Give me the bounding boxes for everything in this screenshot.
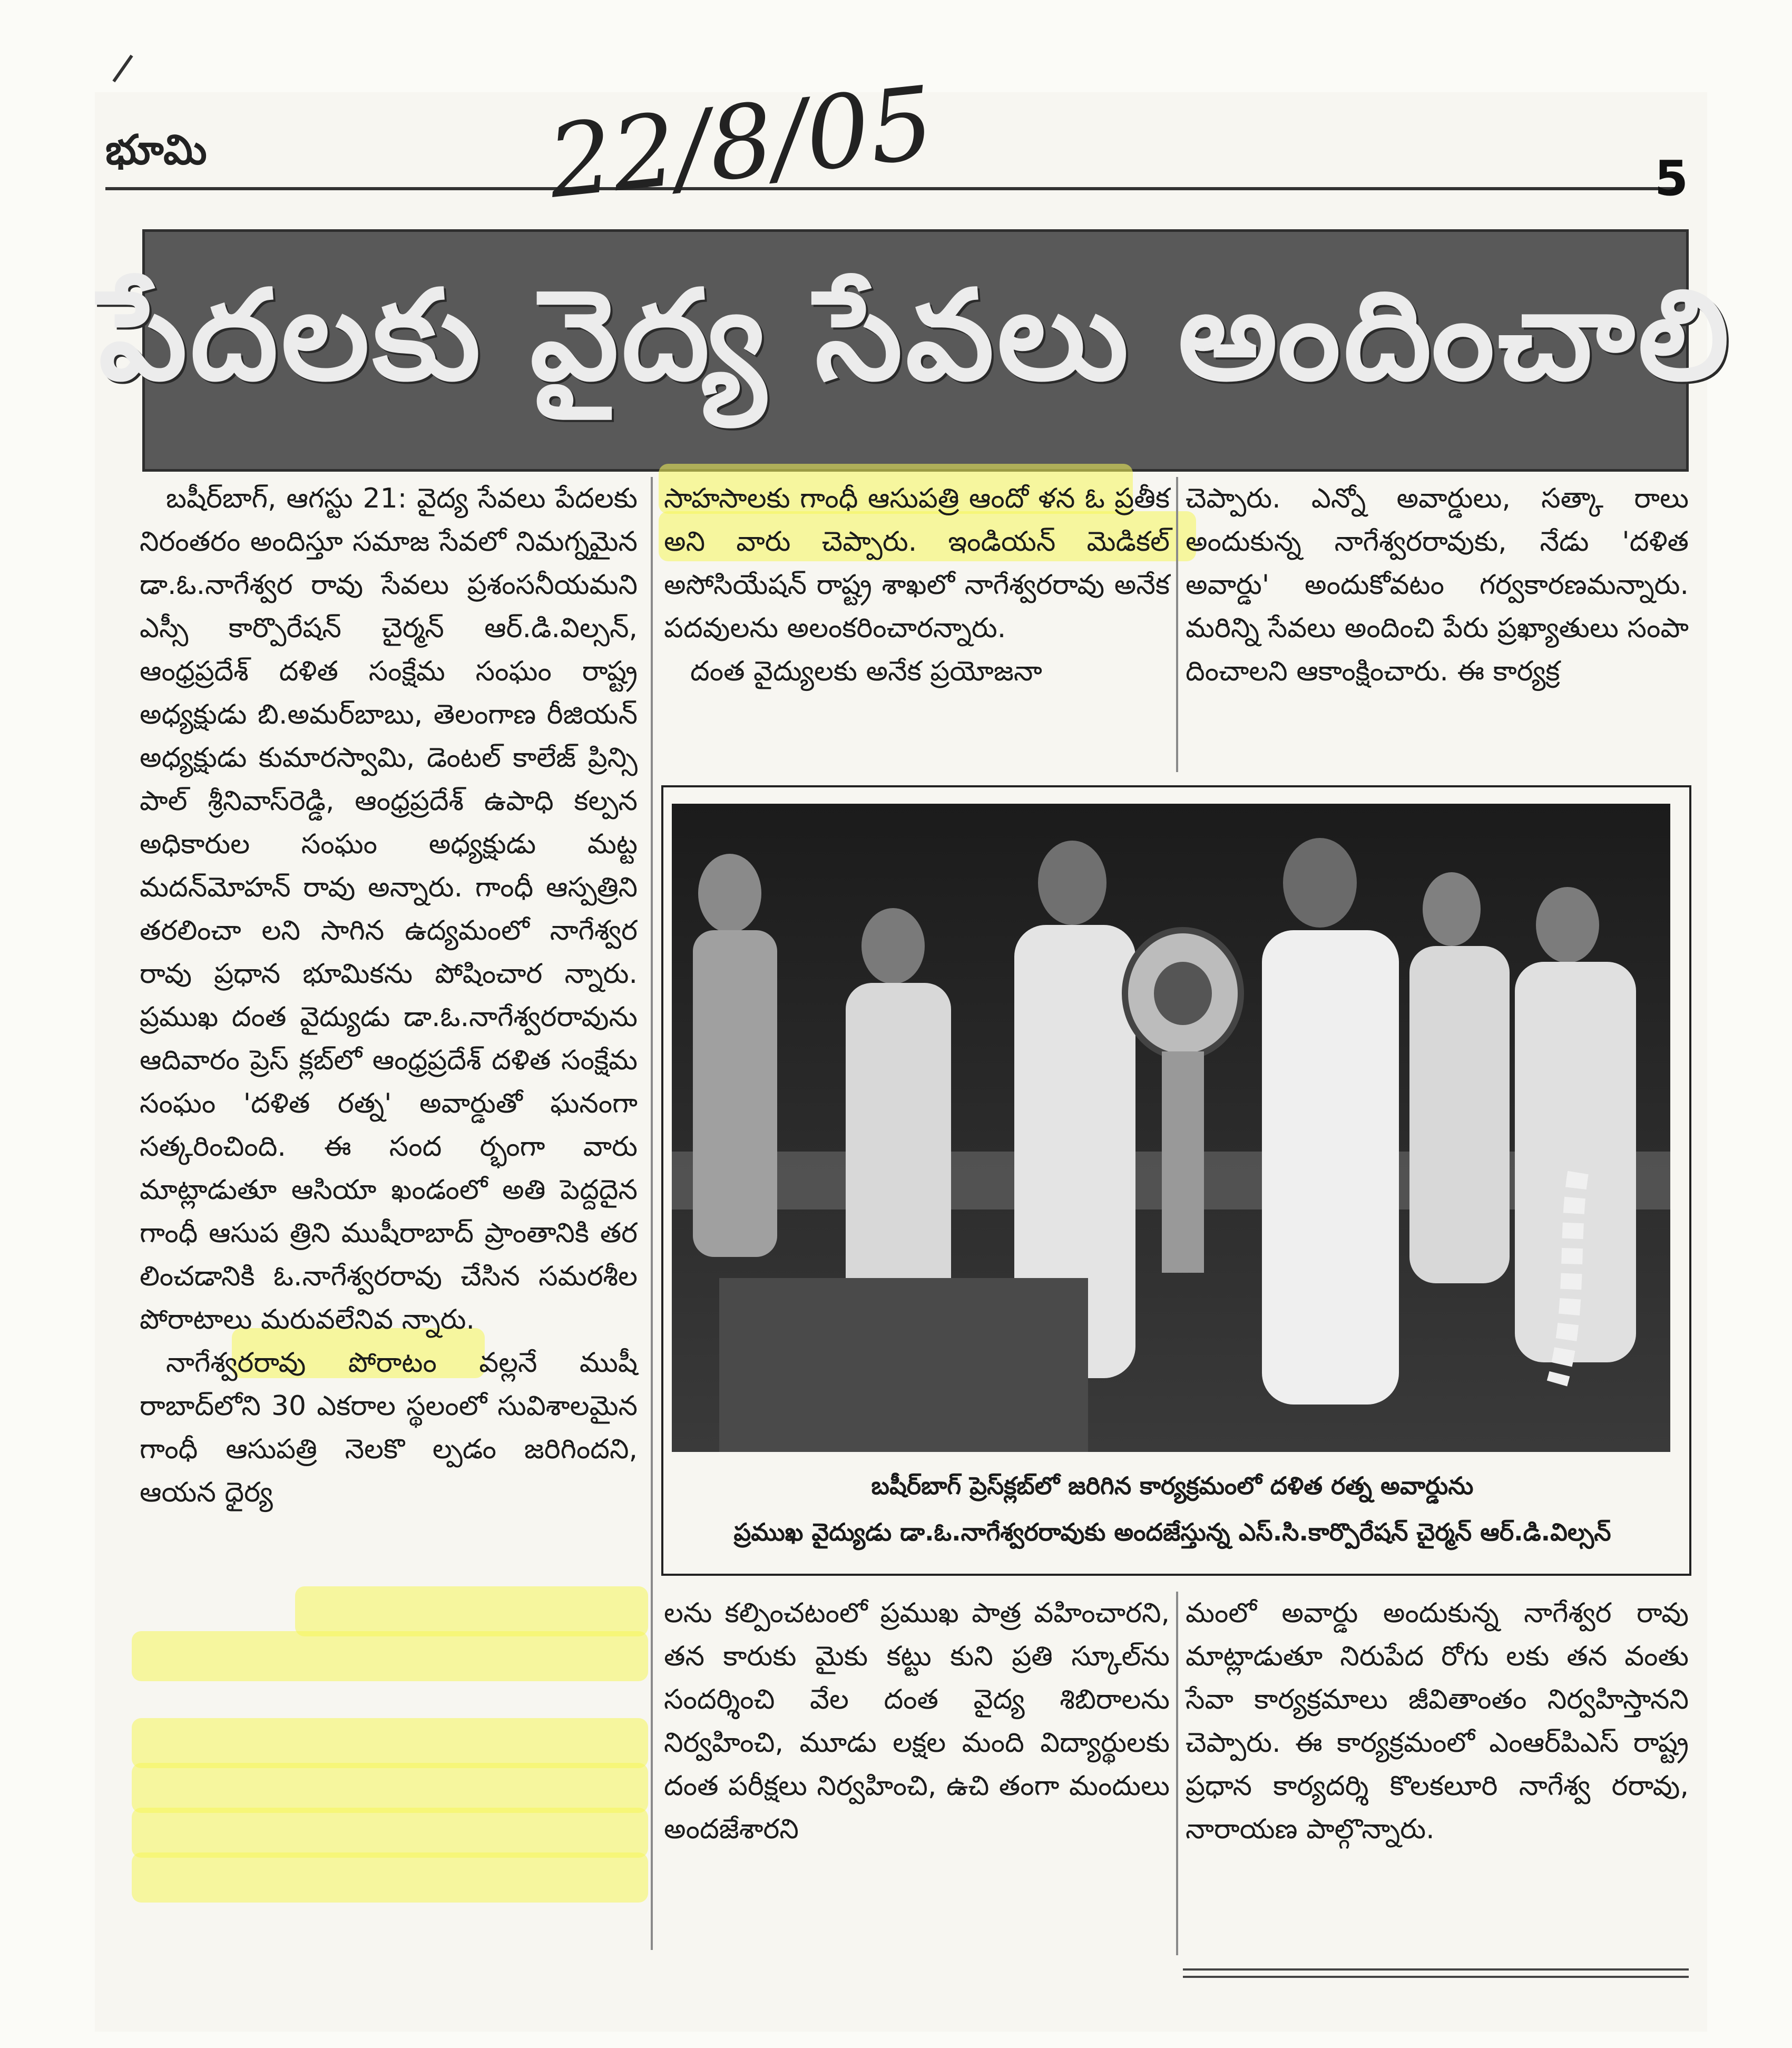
caption-line: బషీర్‌బాగ్ ప్రెస్‌క్లబ్‌లో జరిగిన కార్యక్రమంలో దళిత రత్న అవార్డును <box>871 1471 1474 1500</box>
masthead: భూమి <box>105 126 208 174</box>
handwritten-date: 22/8/05 <box>543 64 939 221</box>
headline-banner <box>99 229 1732 472</box>
paragraph: నాగేశ్వరరావు పోరాటం వల్లనే ముషీ రాబాద్‌లోని 30 ఎకరాల స్థలంలో సువిశాలమైన గాంధీ ఆసుపత్రి నెలకొ ల్పడం జరిగిందని, ఆయన ధైర్య <box>140 1347 638 1508</box>
photo-caption <box>674 1462 1670 1555</box>
event-photo <box>672 804 1670 1452</box>
footer-rule <box>1183 1968 1689 1978</box>
headline-text: పేదలకు వైద్య సేవలు అందించాలి <box>99 262 1732 408</box>
paragraph: దంత వైద్యులకు అనేక ప్రయోజనా <box>690 656 1042 687</box>
paragraph: లను కల్పించటంలో ప్రముఖ పాత్ర వహించారని, తన కారుకు మైకు కట్టు కుని ప్రతి స్కూల్‌ను సందర్శించి వేల దంత వైద్య శిబిరాలను నిర్వహించి, మూడు లక్షల మంది విద్యార్థులకు దంత పరీక్షలు నిర్వహించి, ఉచి తంగా మందులు అందజేశారని <box>664 1597 1170 1845</box>
masthead-rule <box>105 187 1681 190</box>
article-column-2-top <box>664 477 1170 772</box>
caption-line: ప్రముఖ వైద్యుడు డా.ఓ.నాగేశ్వరరావుకు అందజేస్తున్న ఎస్.సి.కార్పొరేషన్ చైర్మన్ ఆర్.డి.విల్సన్ <box>733 1518 1611 1546</box>
article-column-2-bottom <box>664 1592 1170 1950</box>
page-number: 5 <box>1654 150 1689 207</box>
column-divider <box>651 477 653 1950</box>
scan-mark <box>112 55 133 83</box>
column-divider <box>1176 1592 1178 1955</box>
paragraph: మంలో అవార్డు అందుకున్న నాగేశ్వర రావు మాట్లాడుతూ నిరుపేద రోగు లకు తన వంతు సేవా కార్యక్రమాలు జీవితాంతం నిర్వహిస్తానని చెప్పారు. ఈ కార్యక్రమంలో ఎంఆర్‌పిఎస్ రాష్ట్ర ప్రధాన కార్యదర్శి కొలకలూరి నాగేశ్వ రరావు, నారాయణ పాల్గొన్నారు. <box>1186 1597 1689 1845</box>
article-column-3-bottom <box>1186 1592 1689 1950</box>
column-divider <box>1176 477 1178 772</box>
article-column-1 <box>140 477 638 1947</box>
paragraph: సాహసాలకు గాంధీ ఆసుపత్రి ఆందో ళన ఓ ప్రతీక అని వారు చెప్పారు. ఇండియన్ మెడికల్ అసోసియేషన్ రాష్ట్ర శాఖలో నాగేశ్వరరావు అనేక పదవులను అలంకరించారన్నారు. <box>664 483 1170 644</box>
paragraph: చెప్పారు. ఎన్నో అవార్డులు, సత్కా రాలు అందుకున్న నాగేశ్వరరావుకు, నేడు 'దళిత అవార్డు' అందుకోవటం గర్వకారణమన్నారు. మరిన్ని సేవలు అందించి పేరు ప్రఖ్యాతులు సంపా దించాలని ఆకాంక్షించారు. ఈ కార్యక్ర <box>1186 483 1689 687</box>
paragraph: బషీర్‌బాగ్, ఆగస్టు 21: వైద్య సేవలు పేదలకు నిరంతరం అందిస్తూ సమాజ సేవలో నిమగ్నమైన డా.ఓ.నాగేశ్వర రావు సేవలు ప్రశంసనీయమని ఎస్సీ కార్పొరేషన్ చైర్మన్ ఆర్.డి.విల్సన్, ఆంధ్రప్రదేశ్ దళిత సంక్షేమ సంఘం రాష్ట్ర అధ్యక్షుడు బి.అమర్‌బాబు, తెలంగాణ రీజియన్ అధ్యక్షుడు కుమారస్వామి, డెంటల్ కాలేజ్ ప్రిన్సి పాల్ శ్రీనివాస్‌రెడ్డి, ఆంధ్రప్రదేశ్ ఉపాధి కల్పన అధికారుల సంఘం అధ్యక్షుడు మట్ట మదన్‌మోహన్ రావు అన్నారు. గాంధీ ఆస్పత్రిని తరలించా లని సాగిన ఉద్యమంలో నాగేశ్వర రావు ప్రధాన భూమికను పోషించార న్నారు. ప్రముఖ దంత వైద్యుడు డా.ఓ.నాగేశ్వరరావును ఆదివారం ప్రెస్ క్లబ్‌లో ఆంధ్రప్రదేశ్ దళిత సంక్షేమ సంఘం 'దళిత రత్న' అవార్డుతో ఘనంగా సత్కరించింది. ఈ సంద ర్భంగా వారు మాట్లాడుతూ ఆసియా ఖండంలో అతి పెద్దదైన గాంధీ ఆసుప త్రిని ముషీరాబాద్ ప్రాంతానికి తర లించడానికి ఓ.నాగేశ్వరరావు చేసిన సమరశీల పోరాటాలు మరువలేనివ న్నారు. <box>140 483 638 1335</box>
article-column-3-top <box>1186 477 1689 772</box>
